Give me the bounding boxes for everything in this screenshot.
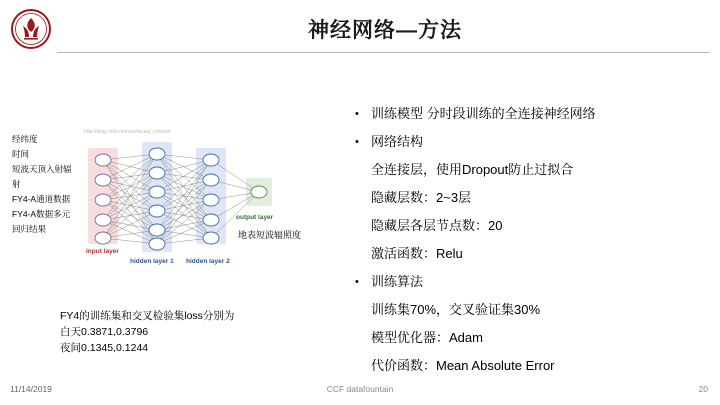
list-item-text: 网络结构 [371,134,424,149]
loss-note [60,308,234,356]
input-label: 时间 [12,149,30,159]
list-item-text: 训练模型 分时段训练的全连接神经网络 [371,106,596,121]
output-layer-label: output layer [236,214,274,221]
diagram-input-labels [12,132,92,237]
diagram-watermark: http://blog.csdn.net/xxx/neural_network [84,129,171,135]
list-item [355,156,705,184]
output-caption: 地表短波辐照度 [238,230,302,240]
list-item [355,324,705,352]
footer-page-number: 20 [698,384,708,394]
network-edges-and-nodes [86,140,276,265]
list-item [355,240,705,268]
list-item [355,128,705,156]
list-item [355,352,705,380]
university-seal-logo [10,8,52,50]
list-item [355,296,705,324]
footer-center-text: CCF datafountain [326,384,394,394]
loss-note-line: 白天0.3871,0.3796 [60,326,149,338]
input-layer-label: input layer [86,248,119,255]
input-label: 回归结果 [12,224,47,234]
neural-network-diagram [86,140,274,265]
input-label: 经纬度 [12,134,38,144]
footer-date: 11/14/2019 [10,384,52,394]
list-item [355,100,705,128]
list-item-text: 模型优化器：Adam [371,330,483,345]
input-label: 短波天顶入射辐 [12,164,72,174]
list-item-text: 训练集70%，交叉验证集30% [371,302,541,317]
list-item-text: 隐藏层数：2~3层 [371,190,472,205]
list-item-text: 激活函数：Relu [371,246,463,261]
content-list [355,100,705,380]
input-label: FY4-A数据多元 [12,209,71,219]
list-item-text: 代价函数：Mean Absolute Error [371,358,555,373]
list-item-text: 训练算法 [371,274,424,289]
list-item-text: 全连接层，使用Dropout防止过拟合 [371,162,574,177]
loss-note-line: FY4的训练集和交叉检验集loss分别为 [60,310,235,322]
list-item [355,184,705,212]
input-label: 射 [12,179,21,189]
title-divider [57,52,710,53]
hidden-layer-2-label: hidden layer 2 [186,258,230,265]
list-item [355,268,705,296]
loss-note-line: 夜间0.1345,0.1244 [60,342,149,354]
bullet-glyph: • [355,136,359,148]
bullet-glyph: • [355,276,359,288]
bullet-glyph: • [355,108,359,120]
hidden-layer-1-label: hidden layer 1 [130,258,174,265]
list-item-text: 隐藏层各层节点数：20 [371,218,503,233]
list-item [355,212,705,240]
page-title: 神经网络—方法 [308,19,462,42]
input-label: FY4-A通道数据 [12,194,71,204]
